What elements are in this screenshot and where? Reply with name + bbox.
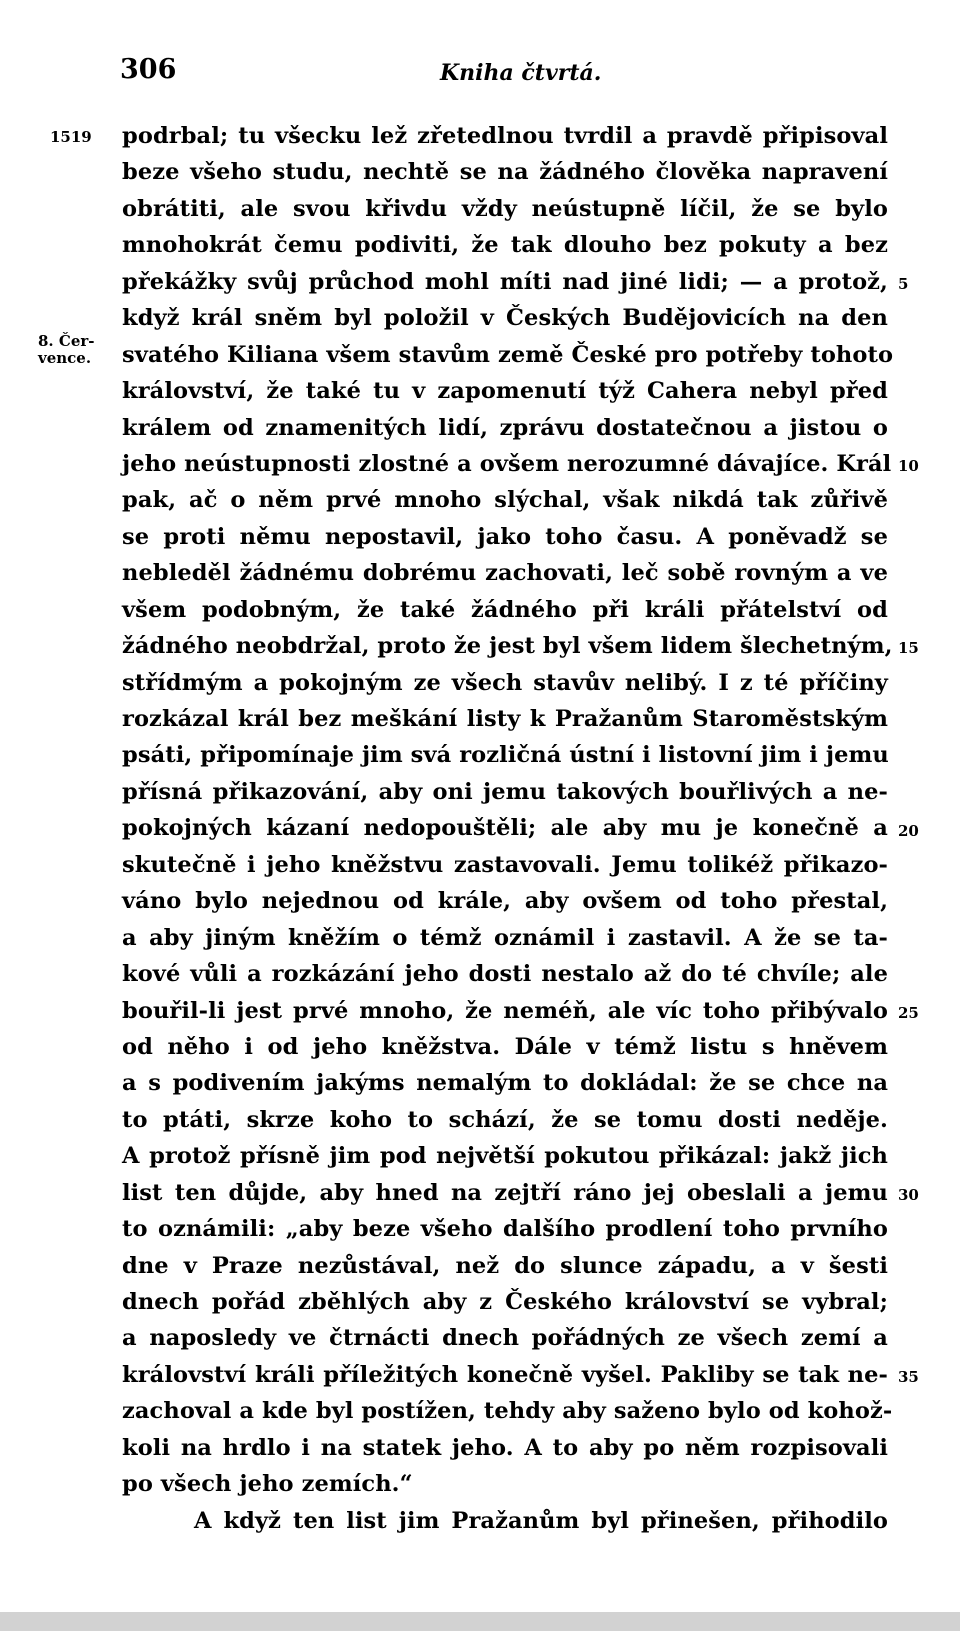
text-line: když král sněm byl položil v Českých Budějovicích na den bbox=[122, 305, 888, 332]
line-number: 10 bbox=[898, 457, 919, 476]
line-number: 25 bbox=[898, 1003, 919, 1022]
text-line: pokojných kázaní nedopouštěli; ale aby mu je konečně a bbox=[122, 815, 888, 842]
text-line: přísná přikazování, aby oni jemu takových bouřlivých a ne- bbox=[122, 778, 888, 805]
scan-bottom-edge bbox=[0, 1612, 960, 1631]
text-line: skutečně i jeho kněžstvu zastavovali. Jemu tolikéž přikazo- bbox=[122, 851, 888, 878]
text-line: dne v Praze nezůstával, než do slunce západu, a v šesti bbox=[122, 1252, 888, 1279]
text-line: a naposledy ve čtrnácti dnech pořádných ze všech zemí a bbox=[122, 1325, 888, 1352]
text-line: mnohokrát čemu podiviti, že tak dlouho bez pokuty a bez bbox=[122, 232, 888, 259]
running-title: Kniha čtvrtá. bbox=[440, 60, 602, 86]
text-line: království králi příležitých konečně vyšel. Pakliby se tak ne- bbox=[122, 1361, 888, 1388]
line-number: 15 bbox=[898, 639, 919, 658]
text-line: králem od znamenitých lidí, zprávu dostatečnou a jistou o bbox=[122, 414, 888, 441]
text-line: všem podobným, že také žádného při králi přátelství od bbox=[122, 596, 888, 623]
text-line: po všech jeho zemích.“ bbox=[122, 1471, 413, 1498]
text-line: kové vůli a rozkázání jeho dosti nestalo až do té chvíle; ale bbox=[122, 961, 888, 988]
text-line: to oznámili: „aby beze všeho dalšího prodlení toho prvního bbox=[122, 1216, 888, 1243]
text-line: a s podivením jakýms nemalým to dokládal: že se chce na bbox=[122, 1070, 888, 1097]
text-line: list ten důjde, aby hned na zejtří ráno jej obeslali a jemu bbox=[122, 1179, 888, 1206]
text-line: bouřil-li jest prvé mnoho, že neméň, ale víc toho přibývalo bbox=[122, 997, 888, 1024]
text-line: podrbal; tu všecku lež zřetedlnou tvrdil a pravdě připisoval bbox=[122, 123, 888, 149]
text-line: svatého Kiliana všem stavům země České pro potřeby tohoto bbox=[122, 341, 894, 368]
text-line: žádného neobdržal, proto že jest byl všem lidem šlechetným, bbox=[122, 633, 893, 660]
page-number: 306 bbox=[120, 54, 177, 85]
text-line: překážky svůj průchod mohl míti nad jiné lidi; — a protož, bbox=[122, 268, 888, 295]
text-line: a aby jiným kněžím o témž oznámil i zastavil. A že se ta- bbox=[122, 924, 888, 951]
line-number: 20 bbox=[898, 821, 919, 840]
text-line: dnech pořád zběhlých aby z Českého království se vybral; bbox=[122, 1289, 888, 1315]
text-line: váno bylo nejednou od krále, aby ovšem od toho přestal, bbox=[122, 888, 888, 915]
text-line: A protož přísně jim pod největší pokutou přikázal: jakž jich bbox=[122, 1143, 888, 1170]
margin-date: 8. Čer- vence. bbox=[38, 332, 95, 367]
body-text bbox=[122, 118, 894, 1539]
line-number: 35 bbox=[898, 1368, 919, 1387]
text-line: obrátiti, ale svou křivdu vždy neústupně líčil, že se bylo bbox=[122, 195, 888, 222]
text-line: střídmým a pokojným ze všech stavův nelibý. I z té příčiny bbox=[122, 669, 888, 696]
margin-year: 1519 bbox=[50, 128, 92, 146]
text-line: jeho neústupnosti zlostné a ovšem nerozumné dávajíce. Král bbox=[122, 450, 892, 477]
text-line: zachoval a kde byl postížen, tehdy aby saženo bylo od kohož- bbox=[122, 1398, 893, 1425]
text-line: to ptáti, skrze koho to schází, že se tomu dosti neděje. bbox=[122, 1106, 888, 1133]
text-line: A když ten list jim Pražanům byl přinešen, přihodilo bbox=[194, 1507, 888, 1534]
line-number: 5 bbox=[898, 274, 909, 293]
line-number: 30 bbox=[898, 1186, 919, 1205]
text-line: nebleděl žádnému dobrému zachovati, leč sobě rovným a ve bbox=[122, 560, 888, 587]
text-line: od něho i od jeho kněžstva. Dále v témž listu s hněvem bbox=[122, 1033, 888, 1060]
text-line: rozkázal král bez meškání listy k Pražanům Staroměstským bbox=[122, 706, 888, 732]
text-line: se proti němu nepostavil, jako toho času. A poněvadž se bbox=[122, 523, 888, 550]
text-line: pak, ač o něm prvé mnoho slýchal, však nikdá tak zůřivě bbox=[122, 487, 888, 514]
text-line: království, že také tu v zapomenutí týž Cahera nebyl před bbox=[122, 378, 888, 405]
text-line: psáti, připomínaje jim svá rozličná ústní i listovní jim i jemu bbox=[122, 742, 889, 769]
text-line: beze všeho studu, nechtě se na žádného člověka napravení bbox=[122, 159, 888, 186]
text-line: koli na hrdlo i na statek jeho. A to aby po něm rozpisovali bbox=[122, 1434, 888, 1461]
